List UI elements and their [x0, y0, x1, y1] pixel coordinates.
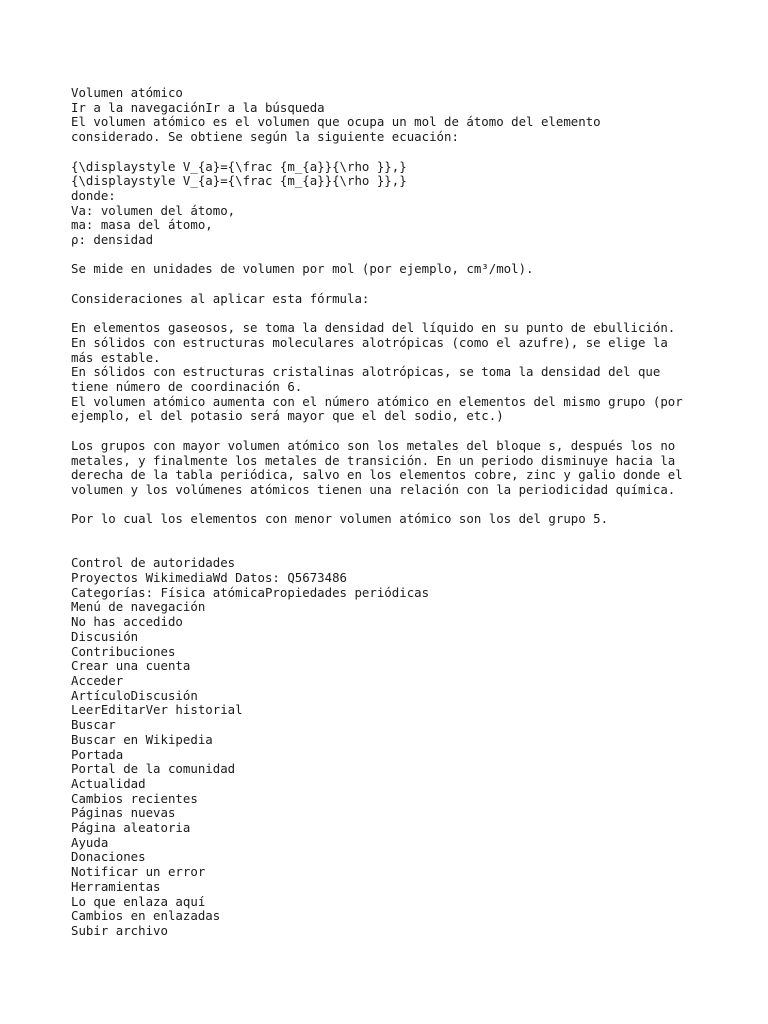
consideration-line: más estable. — [71, 349, 161, 365]
categories-line[interactable]: Categorías: Física atómicaPropiedades periódicas — [71, 584, 430, 600]
nav-link-donations[interactable]: Donaciones — [71, 849, 146, 865]
consideration-line: ejemplo, el del potasio será mayor que el del sodio, etc.) — [71, 408, 504, 424]
authority-control-link[interactable]: Control de autoridades — [71, 555, 236, 571]
consideration-line: En elementos gaseosos, se toma la densidad del líquido en su punto de ebullición. — [71, 320, 676, 336]
intro-line: El volumen atómico es el volumen que ocupa un mol de átomo del elemento — [71, 114, 601, 130]
nav-link-create-account[interactable]: Crear una cuenta — [71, 658, 191, 674]
page-title: Volumen atómico — [71, 85, 183, 100]
nav-link-community-portal[interactable]: Portal de la comunidad — [71, 761, 236, 777]
spacer — [71, 248, 731, 263]
nav-link-current-events[interactable]: Actualidad — [71, 775, 146, 791]
nav-link-contributions[interactable]: Contribuciones — [71, 643, 176, 659]
nav-link-recent-changes[interactable]: Cambios recientes — [71, 790, 198, 806]
consideration-line: En sólidos con estructuras moleculares alotrópicas (como el azufre), se elige la — [71, 334, 668, 350]
formula-line: {\displaystyle V_{a}={\frac {m_{a}}{\rho }},} — [71, 173, 407, 189]
spacer — [71, 542, 731, 557]
units-line: Se mide en unidades de volumen por mol (por ejemplo, cm³/mol). — [71, 261, 534, 277]
definition-line: ρ: densidad — [71, 232, 154, 248]
definition-line: Va: volumen del átomo, — [71, 202, 236, 218]
nav-link-help[interactable]: Ayuda — [71, 834, 109, 850]
considerations-heading: Consideraciones al aplicar esta fórmula: — [71, 290, 370, 306]
groups-line: volumen y los volúmenes atómicos tienen una relación con la periodicidad química. — [71, 481, 676, 497]
nav-link-discussion[interactable]: Discusión — [71, 628, 139, 644]
nav-link-what-links-here[interactable]: Lo que enlaza aquí — [71, 893, 206, 909]
nav-search-wikipedia[interactable]: Buscar en Wikipedia — [71, 731, 213, 747]
where-label: donde: — [71, 187, 116, 203]
consideration-line: tiene número de coordinación 6. — [71, 379, 303, 394]
conclusion-line: Por lo cual los elementos con menor volumen atómico son los del grupo 5. — [71, 511, 609, 527]
nav-search-label: Buscar — [71, 717, 116, 733]
intro-line: considerado. Se obtiene según la siguiente ecuación: — [71, 129, 459, 145]
groups-line: metales, y finalmente los metales de transición. En un periodo disminuye hacia la — [71, 452, 676, 468]
nav-link-main-page[interactable]: Portada — [71, 746, 124, 762]
nav-link-new-pages[interactable]: Páginas nuevas — [71, 805, 176, 821]
spacer — [71, 277, 731, 292]
spacer — [71, 424, 731, 439]
spacer — [71, 527, 731, 542]
wikimedia-projects-link[interactable]: Proyectos WikimediaWd Datos: Q5673486 — [71, 570, 348, 586]
nav-tabs-article-discussion[interactable]: ArtículoDiscusión — [71, 687, 198, 703]
nav-menu-heading: Menú de navegación — [71, 599, 206, 615]
document-body — [71, 86, 731, 939]
nav-link-random-page[interactable]: Página aleatoria — [71, 820, 191, 836]
spacer — [71, 307, 731, 322]
skip-links[interactable]: Ir a la navegaciónIr a la búsqueda — [71, 99, 325, 115]
definition-line: ma: masa del átomo, — [71, 217, 213, 233]
consideration-line: En sólidos con estructuras cristalinas alotrópicas, se toma la densidad del que — [71, 364, 661, 380]
spacer — [71, 498, 731, 513]
nav-tabs-read-edit-history[interactable]: LeerEditarVer historial — [71, 702, 243, 718]
consideration-line: El volumen atómico aumenta con el número atómico en elementos del mismo grupo (por — [71, 393, 683, 409]
nav-link-upload-file[interactable]: Subir archivo — [71, 922, 168, 938]
groups-line: derecha de la tabla periódica, salvo en los elementos cobre, zinc y galio donde el — [71, 467, 683, 483]
nav-link-login[interactable]: Acceder — [71, 673, 124, 688]
spacer — [71, 145, 731, 160]
nav-not-logged-in: No has accedido — [71, 614, 183, 630]
nav-link-report-error[interactable]: Notificar un error — [71, 864, 206, 880]
formula-line: {\displaystyle V_{a}={\frac {m_{a}}{\rho }},} — [71, 158, 407, 174]
nav-link-related-changes[interactable]: Cambios en enlazadas — [71, 908, 221, 924]
nav-tools-heading: Herramientas — [71, 878, 161, 894]
groups-line: Los grupos con mayor volumen atómico son los metales del bloque s, después los no — [71, 437, 676, 453]
